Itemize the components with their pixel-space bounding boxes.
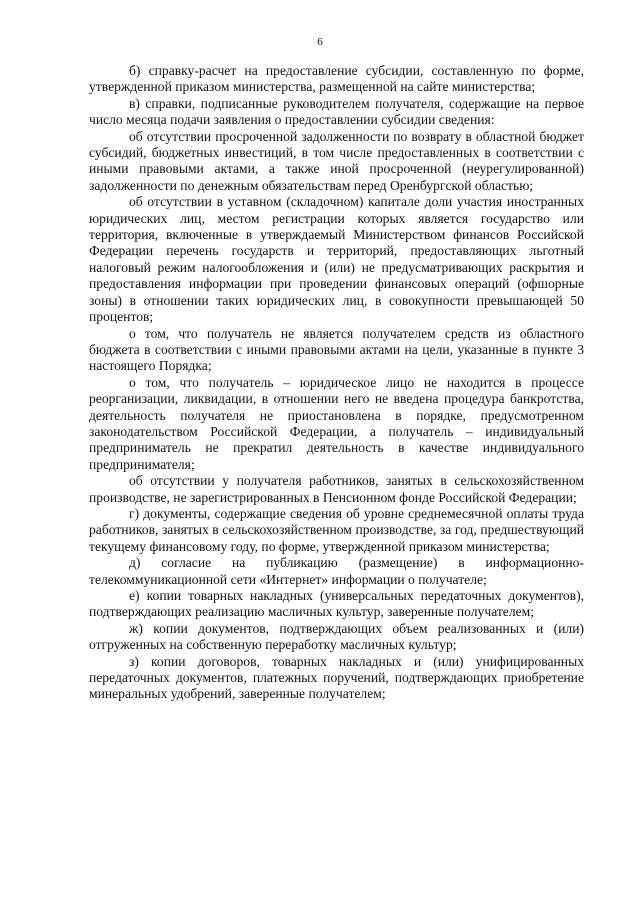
paragraph-not-reorganization: о том, что получатель – юридическое лицо не находится в процессе реорганизации, ликвидации, в отношении него не введена процедура банкротства, деятельность получателя не приостановлена в порядке, предусмотренном законодательством Российской Федерации, а получатель – индивидуальный предприниматель не прекратил деятельность в качестве индивидуального предпринимателя; <box>89 374 584 472</box>
paragraph-no-offshore: об отсутствии в уставном (складочном) капитале доли участия иностранных юридических лиц, местом регистрации которых является государство или территория, включенные в утверждаемый Министерством финансов Российской Федерации перечень государств и территорий, предоставляющих льготный налоговый режим налогообложения и (или) не предусматривающих раскрытия и предоставления информации при проведении финансовых операций (офшорные зоны) в отношении таких юридических лиц, в совокупности превышающей 50 процентов; <box>89 194 584 325</box>
document-body <box>89 63 584 703</box>
paragraph-z: з) копии договоров, товарных накладных и (или) унифицированных передаточных документов, платежных поручений, подтверждающих приобретение минеральных удобрений, заверенные получателем; <box>89 653 584 702</box>
paragraph-zh: ж) копии документов, подтверждающих объем реализованных и (или) отгруженных на собственную переработку масличных культур; <box>89 620 584 653</box>
paragraph-no-unregistered-workers: об отсутствии у получателя работников, занятых в сельскохозяйственном производстве, не зарегистрированных в Пенсионном фонде Российской Федерации; <box>89 473 584 505</box>
paragraph-d: д) согласие на публикацию (размещение) в информационно-телекоммуникационной сети «Интернет» информации о получателе; <box>89 555 584 587</box>
paragraph-e: е) копии товарных накладных (универсальных передаточных документов), подтверждающих реализацию масличных культур, заверенные получателем; <box>89 588 584 620</box>
page-number: 6 <box>317 36 323 48</box>
paragraph-v: в) справки, подписанные руководителем получателя, содержащие на первое число месяца подачи заявления о предоставлении субсидии сведения: <box>89 95 584 128</box>
paragraph-no-debt: об отсутствии просроченной задолженности по возврату в областной бюджет субсидий, бюджетных инвестиций, в том числе предоставленных в соответствии с иными правовыми актами, а также иной просроченной (неурегулированной) задолженности по денежным обязательствам перед Оренбургской областью; <box>89 128 584 193</box>
paragraph-g: г) документы, содержащие сведения об уровне среднемесячной оплаты труда работников, занятых в сельскохозяйственном производстве, за год, предшествующий текущему финансовому году, по форме, утвержденной приказом министерства; <box>89 505 584 554</box>
paragraph-not-recipient: о том, что получатель не является получателем средств из областного бюджета в соответствии с иными правовыми актами на цели, указанные в пункте 3 настоящего Порядка; <box>89 325 584 374</box>
paragraph-b: б) справку-расчет на предоставление субсидии, составленную по форме, утвержденной приказом министерства, размещенной на сайте министерства; <box>89 63 584 95</box>
